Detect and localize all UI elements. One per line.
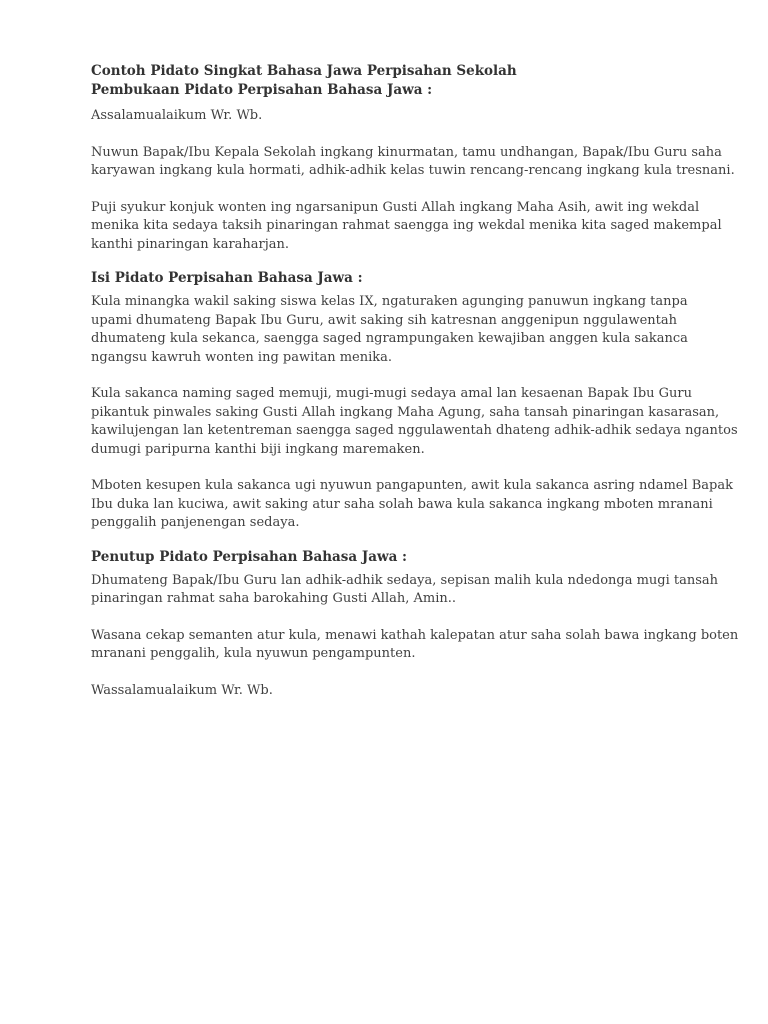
text-line: ngangsu kawruh wonten ing pawitan menika. [91,349,393,365]
content-paragraph-2 [91,385,738,459]
text-line: penggalih panjenengan sedaya. [91,515,300,530]
content-paragraph-1 [91,293,691,367]
text-line: mranani penggalih, kula nyuwun pengampunten. [91,646,416,661]
closing-paragraph-2 [91,627,739,664]
opening-paragraph-2 [91,199,722,255]
text-line: upami dhumateng Bapak Ibu Guru, awit saking sih katresnan anggenipun nggulawentah [91,312,678,328]
text-line: Kula minangka wakil saking siswa kelas IX, ngaturaken agunging panuwun ingkang tanpa [91,294,688,309]
content-paragraph-3 [91,477,734,533]
opening-paragraph-1 [91,144,735,181]
text-line: Kula sakanca naming saged memuji, mugi-mugi sedaya amal lan kesaenan Bapak Ibu Guru [91,386,693,401]
text-line: karyawan ingkang kula hormati, adhik-adhik kelas tuwin rencang-rencang ingkang kula tresnani. [91,163,735,178]
text-line: menika kita sedaya taksih pinaringan rahmat saengga ing wekdal menika kita saged makempal [91,218,722,233]
text-line: Nuwun Bapak/Ibu Kepala Sekolah ingkang kinurmatan, tamu undhangan, Bapak/Ibu Guru saha [91,144,722,160]
text-line: dumugi paripurna kanthi biji ingkang maremaken. [91,441,425,457]
document-page [91,62,739,700]
text-line: Puji syukur konjuk wonten ing ngarsanipun Gusti Allah ingkang Maha Asih, awit ing wekdal [91,199,700,215]
text-line: pikantuk pinwales saking Gusti Allah ingkang Maha Agung, saha tansah pinaringan kasarasan, [91,404,720,420]
opening-greeting: Assalamualaikum Wr. Wb. [91,108,263,123]
document-title: Contoh Pidato Singkat Bahasa Jawa Perpisahan Sekolah [91,63,517,79]
text-line: Wasana cekap semanten atur kula, menawi kathah kalepatan atur saha solah bawa ingkang boten [91,627,739,643]
text-line: pinaringan rahmat saha barokahing Gusti Allah, Amin.. [91,591,457,606]
closing-paragraph-1 [91,572,719,609]
closing-heading: Penutup Pidato Perpisahan Bahasa Jawa : [91,548,408,565]
text-line: kanthi pinaringan karaharjan. [91,236,290,252]
content-heading: Isi Pidato Perpisahan Bahasa Jawa : [91,270,363,286]
closing-farewell: Wassalamualaikum Wr. Wb. [91,682,273,698]
text-line: Ibu duka lan kuciwa, awit saking atur saha solah bawa kula sakanca ingkang mboten mranani [91,496,713,512]
text-line: Mboten kesupen kula sakanca ugi nyuwun pangapunten, awit kula sakanca asring ndamel Bapak [91,478,734,493]
text-line: kawilujengan lan ketentreman saengga saged nggulawentah dhateng adhik-adhik sedaya ngantos [91,423,738,438]
text-line: dhumateng kula sekanca, saengga saged ngrampungaken kewajiban anggen kula sakanca [91,331,688,346]
text-line: Dhumateng Bapak/Ibu Guru lan adhik-adhik sedaya, sepisan malih kula ndedonga mugi tansah [91,572,719,588]
opening-heading: Pembukaan Pidato Perpisahan Bahasa Jawa : [91,82,433,98]
